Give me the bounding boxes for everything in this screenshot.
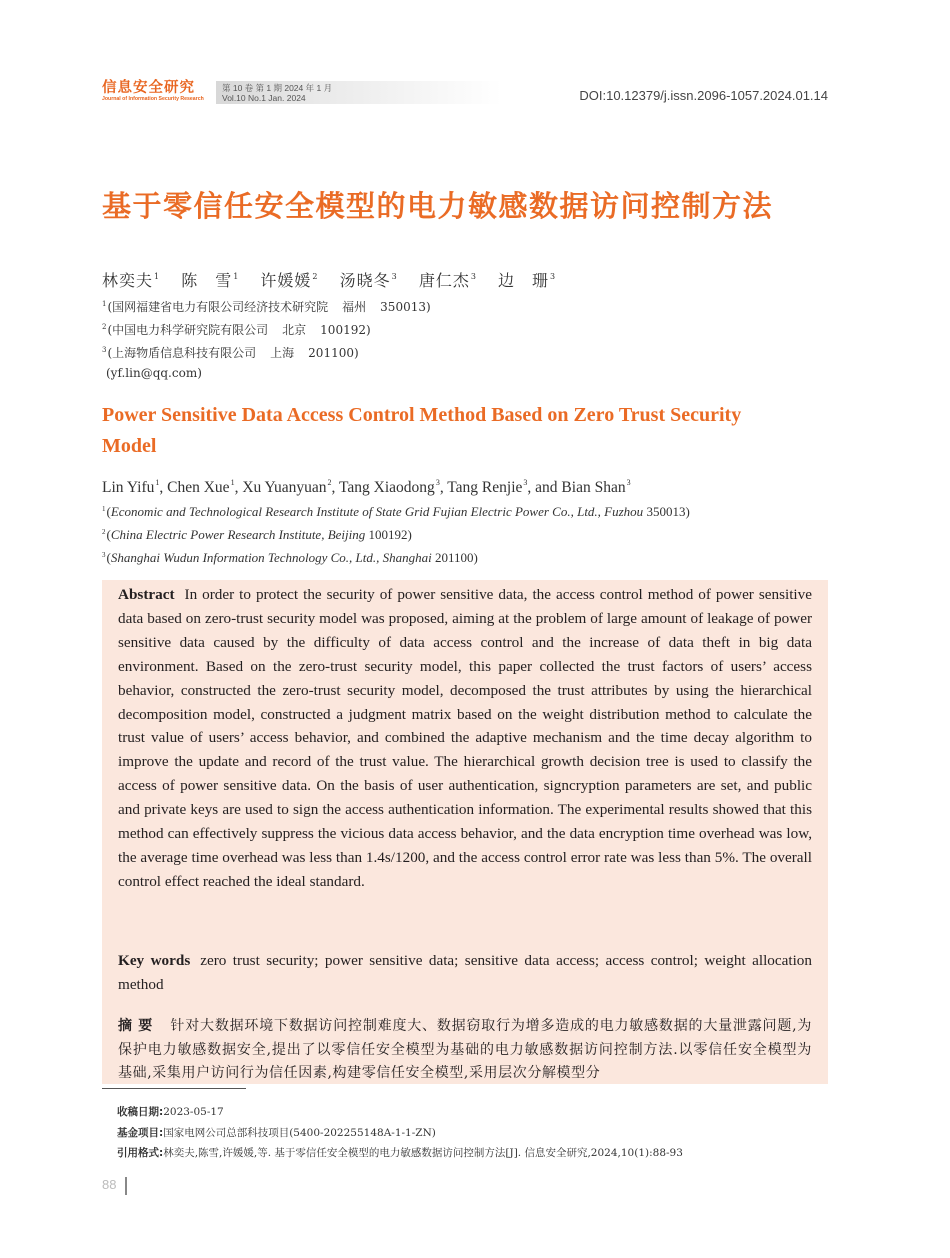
journal-name-en: Journal of Information Security Research — [102, 96, 204, 102]
keywords-en — [118, 949, 812, 997]
authors-en — [102, 478, 631, 497]
affiliation-en: $^2$(China Electric Power Research Institute, Beijing 100192) — [102, 527, 412, 542]
abstract-body: In order to protect the security of power sensitive data, the access control method of power sensitive data based on zero-trust security model was proposed, aiming at the problem of large amount of leakage of power sensitive data caused by the difficulty of data access control and the increase of data theft in big data environment. Based on the zero-trust security model, this paper collected the trust factors of users’ access behavior, constructed the zero-trust security model, decomposed the trust attributes by using the hierarchical decomposition model, constructed a judgment matrix based on the weight distribution method to calculate the trust value of users’ access behavior, and combined the adaptive mechanism and the time decay algorithm to improve the update and record of the trust value. The hierarchical growth decision tree is used to classify the access of power sensitive data. On the basis of user authentication, signcryption parameters are set, and public and private keys are used to sign the access authentication information. The experimental results showed that this method can effectively suppress the vicious data access behavior, and the data encryption time overhead was low, the average time overhead was less than 1.4s/1200, and the access control error rate was less than 5%. The overall control effect reached the ideal standard. — [118, 586, 812, 890]
footnote-divider — [102, 1088, 246, 1089]
footnote-funding: 基金项目:国家电网公司总部科技项目(5400-202255148A-1-1-ZN) — [117, 1126, 436, 1139]
author-en: Lin Yifu$^1$, — [102, 478, 168, 496]
author-cn: 许媛媛$^2$ — [260, 271, 319, 290]
abstract-en — [118, 583, 812, 894]
doi: DOI:10.12379/j.issn.2096-1057.2024.01.14 — [579, 88, 828, 103]
affiliation-cn: $^1$(国网福建省电力有限公司经济技术研究院 福州 350013) — [102, 300, 431, 314]
issue-cn: 第 10 卷 第 1 期 2024 年 1 月 — [222, 83, 333, 93]
abstract-cn — [118, 1015, 812, 1086]
affiliation-en: $^1$(Economic and Technological Research Institute of State Grid Fujian Electric Power Co., Ltd., Fuzhou 350013) — [102, 504, 690, 519]
abstract-box — [102, 580, 828, 1084]
author-cn: 唐仁杰$^3$ — [418, 271, 477, 290]
journal-name-cn: 信息安全研究 — [102, 80, 195, 96]
abstract-cn-body: 针对大数据环境下数据访问控制难度大、数据窃取行为增多造成的电力敏感数据的大量泄露问题,为保护电力敏感数据安全,提出了以零信任安全模型为基础的电力敏感数据访问控制方法.以零信任安全模型为基础,采集用户访问行为信任因素,构建零信任安全模型,采用层次分解模型分 — [118, 1018, 812, 1081]
page-number-divider — [125, 1177, 127, 1195]
title-en: Power Sensitive Data Access Control Method Based on Zero Trust Security Model — [102, 404, 742, 457]
affiliation-cn: $^2$(中国电力科学研究院有限公司 北京 100192) — [102, 323, 371, 337]
author-en: Tang Xiaodong$^3$, — [339, 478, 448, 496]
title-cn: 基于零信任安全模型的电力敏感数据访问控制方法 — [102, 189, 774, 223]
author-en: Bian Shan$^3$ — [561, 478, 631, 496]
author-en: Xu Yuanyuan$^2$, — [242, 478, 340, 496]
page-number: 88 — [102, 1177, 117, 1192]
footnotes — [117, 1102, 683, 1164]
keywords-label: Key words — [118, 952, 191, 969]
author-email: (yf.lin@qq.com) — [106, 366, 202, 380]
page-header — [102, 80, 828, 106]
journal-logo — [102, 80, 214, 104]
footnote-citation: 引用格式:林奕夫,陈雪,许媛媛,等. 基于零信任安全模型的电力敏感数据访问控制方法[J]. 信息安全研究,2024,10(1):88-93 — [117, 1147, 683, 1159]
author-cn: 陈 雪$^1$ — [181, 271, 240, 290]
affiliation-cn: $^3$(上海物盾信息科技有限公司 上海 201100) — [102, 346, 359, 360]
issue-en: Vol.10 No.1 Jan. 2024 — [222, 93, 306, 103]
authors-cn — [102, 268, 572, 291]
abstract-label: Abstract — [118, 586, 175, 603]
author-en: Chen Xue$^1$, — [167, 478, 243, 496]
issue-info — [216, 81, 502, 104]
author-cn: 汤晓冬$^3$ — [339, 271, 398, 290]
footnote-received: 收稿日期:2023-05-17 — [117, 1106, 224, 1118]
abstract-cn-label: 摘要 — [118, 1018, 159, 1034]
author-cn: 边 珊$^3$ — [498, 271, 557, 290]
author-cn: 林奕夫$^1$ — [102, 271, 161, 290]
keywords-body: zero trust security; power sensitive data; sensitive data access; access control; weight allocation method — [118, 952, 812, 993]
affiliation-en: $^3$(Shanghai Wudun Information Technology Co., Ltd., Shanghai 201100) — [102, 550, 478, 565]
author-en: Tang Renjie$^3$, and — [447, 478, 562, 496]
